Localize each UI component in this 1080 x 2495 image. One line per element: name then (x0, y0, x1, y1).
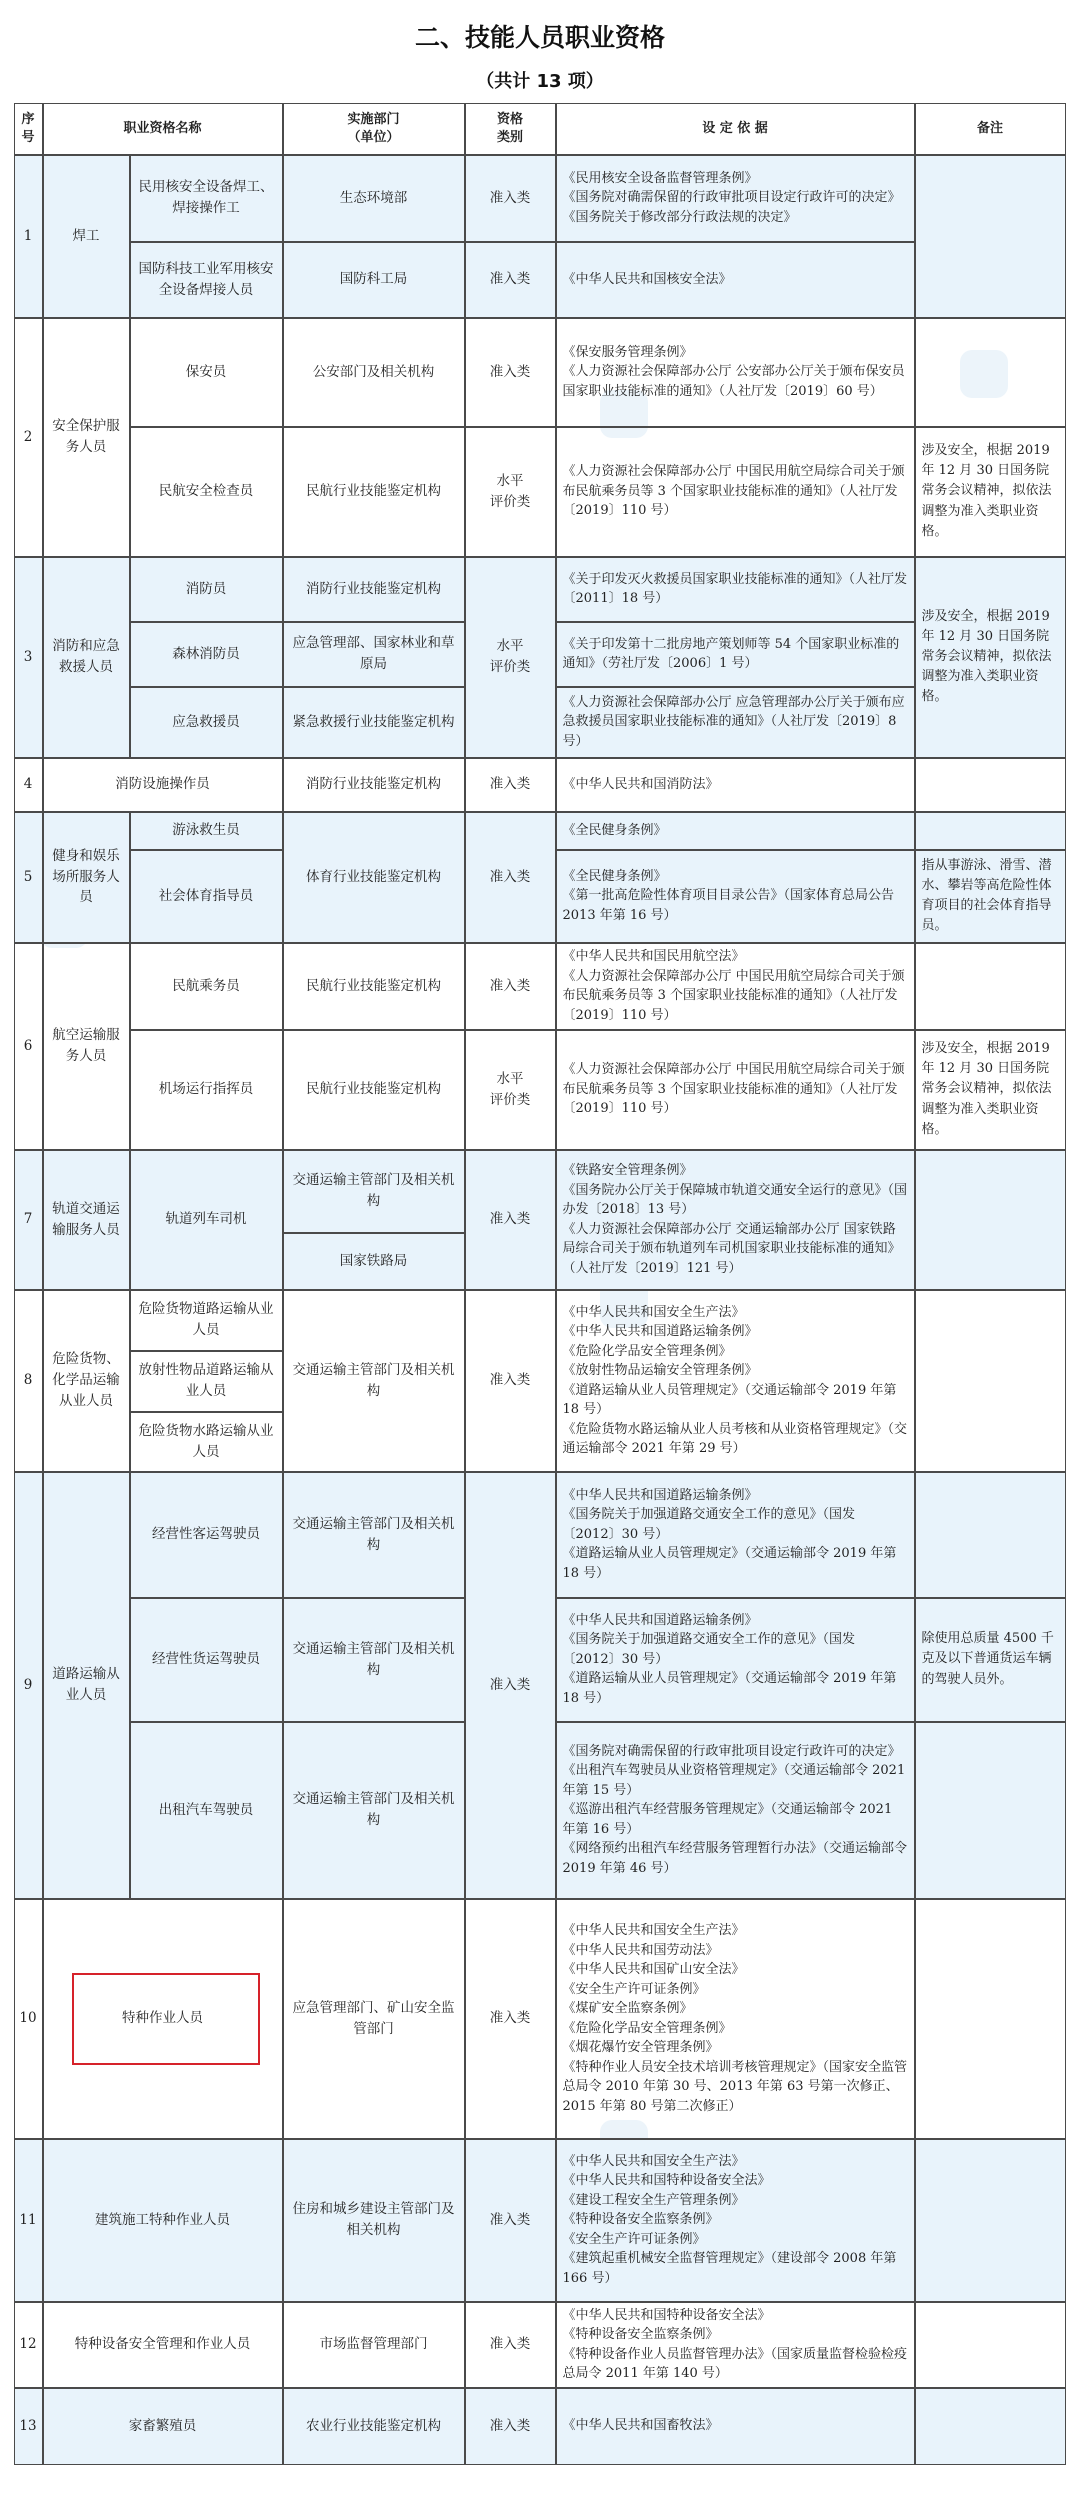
name-cell: 危险货物道路运输从业人员 (130, 1290, 283, 1351)
seq-cell: 9 (14, 1472, 43, 1899)
dept-cell: 交通运输主管部门及相关机构 (283, 1150, 465, 1233)
dept-cell: 交通运输主管部门及相关机构 (283, 1472, 465, 1598)
type-cell: 准入类 (465, 812, 556, 943)
note-cell (915, 943, 1066, 1030)
note-cell (915, 758, 1066, 812)
name-cell: 放射性物品道路运输从业人员 (130, 1351, 283, 1412)
seq-cell: 3 (14, 557, 43, 758)
category-cell: 建筑施工特种作业人员 (43, 2139, 283, 2302)
basis-cell: 《中华人民共和国特种设备安全法》 《特种设备安全监察条例》 《特种设备作业人员监督管理办法》（国家质量监督检验检疫总局令 2011 年第 140 号） (556, 2302, 915, 2388)
dept-cell: 消防行业技能鉴定机构 (283, 557, 465, 622)
basis-cell: 《人力资源社会保障部办公厅 中国民用航空局综合司关于颁布民航乘务员等 3 个国家职业技能标准的通知》（人社厅发〔2019〕110 号） (556, 427, 915, 557)
header-basis: 设 定 依 据 (556, 103, 915, 155)
dept-cell: 紧急救援行业技能鉴定机构 (283, 687, 465, 758)
basis-cell: 《保安服务管理条例》 《人力资源社会保障部办公厅 公安部办公厅关于颁布保安员国家职业技能标准的通知》（人社厅发〔2019〕60 号） (556, 318, 915, 427)
note-cell: 涉及安全，根据 2019 年 12 月 30 日国务院常务会议精神，拟依法调整为准入类职业资格。 (915, 557, 1066, 758)
note-cell (915, 155, 1066, 318)
name-cell: 民用核安全设备焊工、焊接操作工 (130, 155, 283, 242)
note-cell (915, 2388, 1066, 2465)
category-cell: 消防设施操作员 (43, 758, 283, 812)
dept-cell: 民航行业技能鉴定机构 (283, 427, 465, 557)
basis-cell: 《关于印发第十二批房地产策划师等 54 个国家职业标准的通知》（劳社厅发〔2006〕1 号） (556, 622, 915, 687)
qualification-table (14, 103, 1066, 2465)
name-cell: 民航乘务员 (130, 943, 283, 1030)
category-cell: 航空运输服务人员 (43, 943, 130, 1150)
header-note: 备注 (915, 103, 1066, 155)
name-cell: 国防科技工业军用核安全设备焊接人员 (130, 242, 283, 318)
dept-cell: 民航行业技能鉴定机构 (283, 1030, 465, 1150)
category-cell: 安全保护服务人员 (43, 318, 130, 557)
basis-cell: 《中华人民共和国安全生产法》 《中华人民共和国特种设备安全法》 《建设工程安全生产管理条例》 《特种设备安全监察条例》 《安全生产许可证条例》 《建筑起重机械安全监督管理规定》（建设部令 2008 年第 166 号） (556, 2139, 915, 2302)
name-cell: 游泳救生员 (130, 812, 283, 850)
type-cell: 水平 评价类 (465, 557, 556, 758)
dept-cell: 交通运输主管部门及相关机构 (283, 1722, 465, 1899)
dept-cell: 交通运输主管部门及相关机构 (283, 1290, 465, 1472)
dept-cell: 国防科工局 (283, 242, 465, 318)
type-cell: 水平 评价类 (465, 1030, 556, 1150)
name-cell: 轨道列车司机 (130, 1150, 283, 1290)
basis-cell: 《中华人民共和国道路运输条例》 《国务院关于加强道路交通安全工作的意见》（国发〔2012〕30 号） 《道路运输从业人员管理规定》（交通运输部令 2019 年第 18 号） (556, 1472, 915, 1598)
header-category: 资格 类别 (465, 103, 556, 155)
seq-cell: 5 (14, 812, 43, 943)
seq-cell: 2 (14, 318, 43, 557)
note-cell (915, 2302, 1066, 2388)
category-cell: 特种设备安全管理和作业人员 (43, 2302, 283, 2388)
basis-cell: 《中华人民共和国消防法》 (556, 758, 915, 812)
category-cell: 危险货物、化学品运输从业人员 (43, 1290, 130, 1472)
note-cell (915, 1150, 1066, 1290)
dept-cell: 体育行业技能鉴定机构 (283, 812, 465, 943)
category-cell: 轨道交通运输服务人员 (43, 1150, 130, 1290)
dept-cell: 消防行业技能鉴定机构 (283, 758, 465, 812)
name-cell: 保安员 (130, 318, 283, 427)
category-cell: 道路运输从业人员 (43, 1472, 130, 1899)
name-cell: 危险货物水路运输从业人员 (130, 1412, 283, 1472)
name-cell: 森林消防员 (130, 622, 283, 687)
header-name: 职业资格名称 (43, 103, 283, 155)
seq-cell: 13 (14, 2388, 43, 2465)
highlight-box (72, 1973, 260, 2065)
seq-cell: 12 (14, 2302, 43, 2388)
seq-cell: 6 (14, 943, 43, 1150)
name-cell: 出租汽车驾驶员 (130, 1722, 283, 1899)
basis-cell: 《中华人民共和国民用航空法》 《人力资源社会保障部办公厅 中国民用航空局综合司关于颁布民航乘务员等 3 个国家职业技能标准的通知》（人社厅发〔2019〕110 号） (556, 943, 915, 1030)
seq-cell: 8 (14, 1290, 43, 1472)
basis-cell: 《人力资源社会保障部办公厅 应急管理部办公厅关于颁布应急救援员国家职业技能标准的通知》（人社厅发〔2019〕8 号） (556, 687, 915, 758)
type-cell: 准入类 (465, 2388, 556, 2465)
dept-cell: 应急管理部、国家林业和草原局 (283, 622, 465, 687)
category-cell: 健身和娱乐场所服务人员 (43, 812, 130, 943)
name-cell: 应急救援员 (130, 687, 283, 758)
header-dept: 实施部门 （单位） (283, 103, 465, 155)
basis-cell: 《关于印发灭火救援员国家职业技能标准的通知》（人社厅发〔2011〕18 号） (556, 557, 915, 622)
name-cell: 社会体育指导员 (130, 850, 283, 943)
type-cell: 准入类 (465, 758, 556, 812)
basis-cell: 《中华人民共和国核安全法》 (556, 242, 915, 318)
dept-cell: 市场监督管理部门 (283, 2302, 465, 2388)
note-cell: 涉及安全，根据 2019 年 12 月 30 日国务院常务会议精神，拟依法调整为准入类职业资格。 (915, 1030, 1066, 1150)
name-cell: 经营性客运驾驶员 (130, 1472, 283, 1598)
note-cell (915, 318, 1066, 427)
category-cell: 焊工 (43, 155, 130, 318)
seq-cell: 10 (14, 1899, 43, 2139)
page-subtitle: （共计 13 项） (476, 71, 604, 92)
basis-cell: 《人力资源社会保障部办公厅 中国民用航空局综合司关于颁布民航乘务员等 3 个国家职业技能标准的通知》（人社厅发〔2019〕110 号） (556, 1030, 915, 1150)
note-cell: 除使用总质量 4500 千克及以下普通货运车辆的驾驶人员外。 (915, 1598, 1066, 1722)
type-cell: 水平 评价类 (465, 427, 556, 557)
note-cell (915, 1899, 1066, 2139)
dept-cell: 住房和城乡建设主管部门及相关机构 (283, 2139, 465, 2302)
category-cell: 家畜繁殖员 (43, 2388, 283, 2465)
note-cell (915, 812, 1066, 850)
dept-cell: 民航行业技能鉴定机构 (283, 943, 465, 1030)
category-cell: 特种作业人员 (43, 1899, 283, 2139)
name-cell: 消防员 (130, 557, 283, 622)
type-cell: 准入类 (465, 1150, 556, 1290)
type-cell: 准入类 (465, 943, 556, 1030)
type-cell: 准入类 (465, 318, 556, 427)
dept-cell: 公安部门及相关机构 (283, 318, 465, 427)
type-cell: 准入类 (465, 1899, 556, 2139)
basis-cell: 《全民健身条例》 《第一批高危险性体育项目目录公告》（国家体育总局公告 2013 年第 16 号） (556, 850, 915, 943)
note-cell: 指从事游泳、滑雪、潜水、攀岩等高危险性体育项目的社会体育指导员。 (915, 850, 1066, 943)
basis-cell: 《中华人民共和国安全生产法》 《中华人民共和国劳动法》 《中华人民共和国矿山安全法》 《安全生产许可证条例》 《煤矿安全监察条例》 《危险化学品安全管理条例》 《烟花爆竹安全管理条例》 《特种作业人员安全技术培训考核管理规定》（国家安全监管总局令 2010 年第 30 号、2013 年第 63 号第一次修正、2015 年第 80 号第二次修正） (556, 1899, 915, 2139)
note-cell (915, 2139, 1066, 2302)
dept-cell: 交通运输主管部门及相关机构 (283, 1598, 465, 1722)
name-cell: 经营性货运驾驶员 (130, 1598, 283, 1722)
basis-cell: 《中华人民共和国道路运输条例》 《国务院关于加强道路交通安全工作的意见》（国发〔2012〕30 号） 《道路运输从业人员管理规定》（交通运输部令 2019 年第 18 号） (556, 1598, 915, 1722)
type-cell: 准入类 (465, 2302, 556, 2388)
basis-cell: 《铁路安全管理条例》 《国务院办公厅关于保障城市轨道交通安全运行的意见》（国办发〔2018〕13 号） 《人力资源社会保障部办公厅 交通运输部办公厅 国家铁路局综合司关于颁布轨道列车司机国家职业技能标准的通知》（人社厅发〔2019〕121 号） (556, 1150, 915, 1290)
category-cell: 消防和应急救援人员 (43, 557, 130, 758)
header-seq: 序号 (14, 103, 43, 155)
seq-cell: 11 (14, 2139, 43, 2302)
basis-cell: 《国务院对确需保留的行政审批项目设定行政许可的决定》 《出租汽车驾驶员从业资格管理规定》（交通运输部令 2021 年第 15 号） 《巡游出租汽车经营服务管理规定》（交通运输部令 2021 年第 16 号） 《网络预约出租汽车经营服务管理暂行办法》（交通运输部令 2019 年第 46 号） (556, 1722, 915, 1899)
seq-cell: 7 (14, 1150, 43, 1290)
note-cell: 涉及安全，根据 2019 年 12 月 30 日国务院常务会议精神，拟依法调整为准入类职业资格。 (915, 427, 1066, 557)
type-cell: 准入类 (465, 1290, 556, 1472)
basis-cell: 《全民健身条例》 (556, 812, 915, 850)
dept-cell: 农业行业技能鉴定机构 (283, 2388, 465, 2465)
name-cell: 机场运行指挥员 (130, 1030, 283, 1150)
dept-cell: 应急管理部门、矿山安全监管部门 (283, 1899, 465, 2139)
dept-cell: 生态环境部 (283, 155, 465, 242)
note-cell (915, 1472, 1066, 1598)
type-cell: 准入类 (465, 155, 556, 242)
basis-cell: 《民用核安全设备监督管理条例》 《国务院对确需保留的行政审批项目设定行政许可的决定》 《国务院关于修改部分行政法规的决定》 (556, 155, 915, 242)
name-cell: 民航安全检查员 (130, 427, 283, 557)
note-cell (915, 1290, 1066, 1472)
dept-cell: 国家铁路局 (283, 1233, 465, 1290)
note-cell (915, 1722, 1066, 1899)
basis-cell: 《中华人民共和国畜牧法》 (556, 2388, 915, 2465)
type-cell: 准入类 (465, 2139, 556, 2302)
type-cell: 准入类 (465, 1472, 556, 1899)
type-cell: 准入类 (465, 242, 556, 318)
basis-cell: 《中华人民共和国安全生产法》 《中华人民共和国道路运输条例》 《危险化学品安全管理条例》 《放射性物品运输安全管理条例》 《道路运输从业人员管理规定》（交通运输部令 2019 年第 18 号） 《危险货物水路运输从业人员考核和从业资格管理规定》（交通运输部令 2021 年第 29 号） (556, 1290, 915, 1472)
seq-cell: 4 (14, 758, 43, 812)
page-title: 二、技能人员职业资格 (414, 23, 665, 52)
seq-cell: 1 (14, 155, 43, 318)
